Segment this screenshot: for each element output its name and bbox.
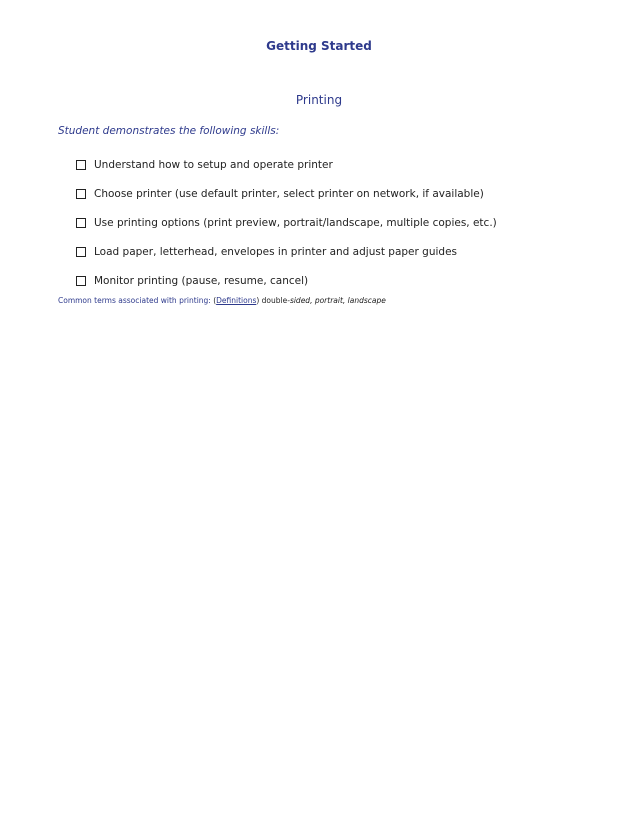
document-title: [0, 39, 638, 53]
checkbox-icon[interactable]: [76, 247, 86, 257]
definitions-link[interactable]: Definitions: [216, 296, 257, 305]
document-title-text: Getting Started: [266, 39, 372, 53]
skill-label: Understand how to setup and operate printer: [94, 158, 333, 171]
terms-lead: Common terms associated with printing:: [58, 296, 211, 305]
checkbox-icon[interactable]: [76, 160, 86, 170]
skill-item: [76, 150, 497, 179]
terms-close-paren: ) double: [256, 296, 288, 305]
section-title: Printing: [295, 93, 343, 107]
skill-item: [76, 266, 497, 295]
skill-label: Use printing options (print preview, portrait/landscape, multiple copies, etc.): [94, 216, 497, 229]
skill-item: [76, 237, 497, 266]
checkbox-icon[interactable]: [76, 189, 86, 199]
terms-open-paren: (: [210, 296, 217, 305]
checkbox-icon[interactable]: [76, 276, 86, 286]
skills-intro: Student demonstrates the following skills:: [58, 125, 280, 137]
terms-list: -sided, portrait, landscape: [287, 296, 386, 305]
skill-item: [76, 208, 497, 237]
skill-label: Load paper, letterhead, envelopes in printer and adjust paper guides: [94, 245, 457, 258]
skill-label: Choose printer (use default printer, select printer on network, if available): [94, 187, 484, 200]
common-terms: [58, 296, 386, 305]
checkbox-icon[interactable]: [76, 218, 86, 228]
skill-label: Monitor printing (pause, resume, cancel): [94, 274, 309, 287]
skills-list: [76, 150, 497, 295]
skill-item: [76, 179, 497, 208]
